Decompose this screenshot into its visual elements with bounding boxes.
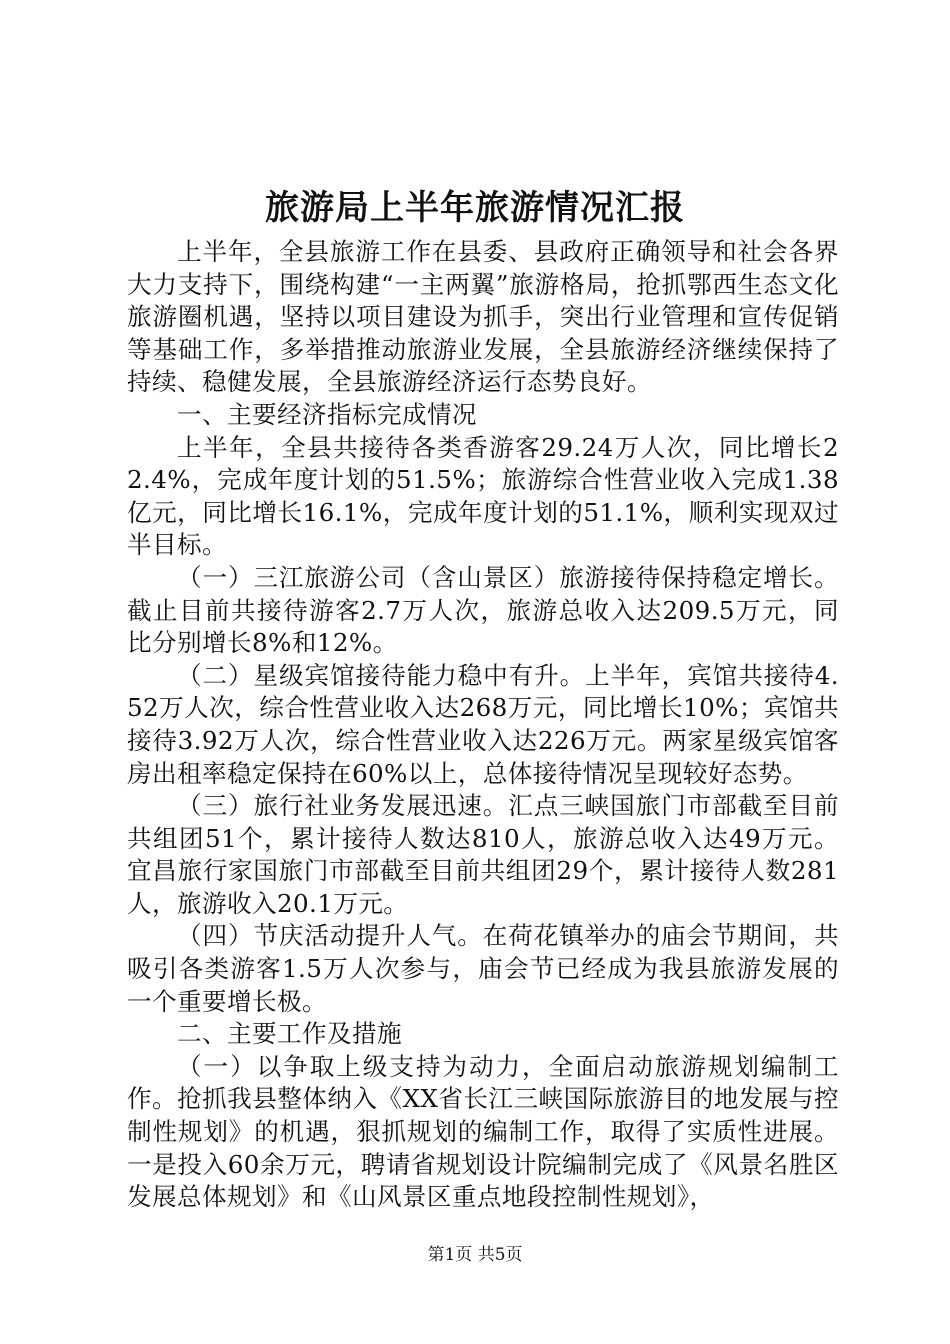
paragraph-item-2: （二）星级宾馆接待能力稳中有升。上半年，宾馆共接待4.52万人次，综合性营业收入达268万元，同比增长10%；宾馆共接待3.92万人次，综合性营业收入达226万元。两家星级宾馆客房出租率稳定保持在60%以上，总体接待情况呈现较好态势。 bbox=[127, 660, 839, 788]
paragraph-item-1: （一）三江旅游公司（含山景区）旅游接待保持稳定增长。截止目前共接待游客2.7万人次，旅游总收入达209.5万元，同比分别增长8%和12%。 bbox=[127, 562, 839, 658]
document-title: 旅游局上半年旅游情况汇报 bbox=[265, 188, 685, 228]
document-body bbox=[127, 236, 839, 1214]
page-number-footer: 第1页 共5页 bbox=[427, 1245, 523, 1265]
section-heading-1: 一、主要经济指标完成情况 bbox=[177, 399, 477, 429]
paragraph-item-4: （四）节庆活动提升人气。在荷花镇举办的庙会节期间，共吸引各类游客1.5万人次参与，庙会节已经成为我县旅游发展的一个重要增长极。 bbox=[127, 921, 839, 1016]
paragraph-item-3: （三）旅行社业务发展迅速。汇点三峡国旅门市部截至目前共组团51个，累计接待人数达810人，旅游总收入达49万元。宜昌旅行家国旅门市部截至目前共组团29个，累计接待人数281人，旅游收入20.1万元。 bbox=[127, 791, 839, 918]
section-heading-2: 二、主要工作及措施 bbox=[177, 1019, 402, 1049]
paragraph-summary: 上半年，全县共接待各类香游客29.24万人次，同比增长22.4%，完成年度计划的51.5%；旅游综合性营业收入完成1.38亿元，同比增长16.1%，完成年度计划的51.1%，顺利实现双过半目标。 bbox=[127, 432, 839, 560]
paragraph-intro: 上半年，全县旅游工作在县委、县政府正确领导和社会各界大力支持下，围绕构建“一主两翼”旅游格局，抢抓鄂西生态文化旅游圈机遇，坚持以项目建设为抓手，突出行业管理和宣传促销等基础工作，多举措推动旅游业发展，全县旅游经济继续保持了持续、稳健发展，全县旅游经济运行态势良好。 bbox=[127, 237, 839, 397]
paragraph-measure-1: （一）以争取上级支持为动力，全面启动旅游规划编制工作。抢抓我县整体纳入《XX省长江三峡国际旅游目的地发展与控制性规划》的机遇，狠抓规划的编制工作，取得了实质性进展。一是投入60余万元，聘请省规划设计院编制完成了《风景名胜区发展总体规划》和《山风景区重点地段控制性规划》， bbox=[127, 1051, 839, 1212]
